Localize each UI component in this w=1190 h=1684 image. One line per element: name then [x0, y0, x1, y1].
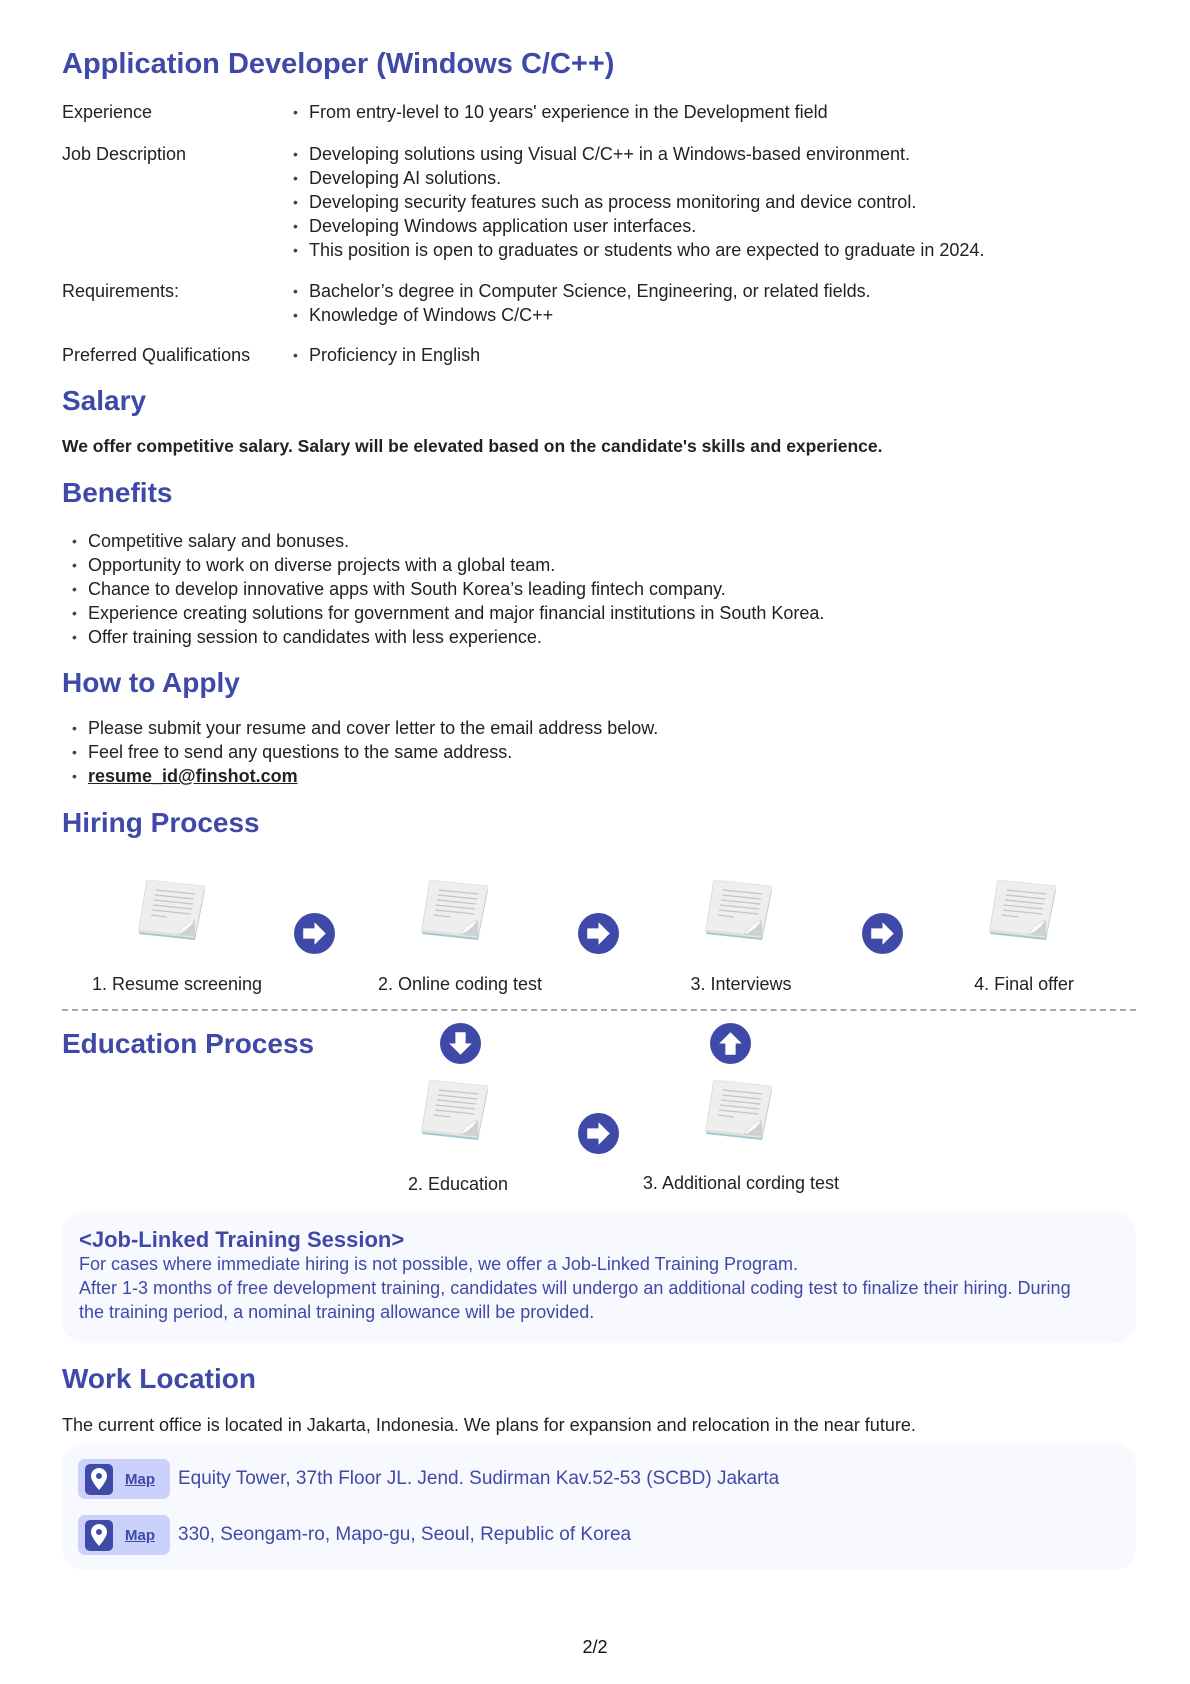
- arrow-up-circle-icon: [710, 1023, 751, 1064]
- document-icon: [704, 1080, 776, 1142]
- document-icon: [704, 880, 776, 942]
- map-chip[interactable]: [78, 1515, 170, 1555]
- arrow-down-circle-icon: [440, 1023, 481, 1064]
- salary-text: We offer competitive salary. Salary will be elevated based on the candidate's skills and experience.: [62, 436, 883, 456]
- apply-list: [72, 716, 658, 788]
- arrow-right-circle-icon: [578, 1113, 619, 1154]
- location-heading: Work Location: [62, 1363, 256, 1394]
- education-heading: Education Process: [62, 1028, 315, 1059]
- hiring-step-label: 1. Resume screening: [91, 974, 263, 994]
- list-item: • Developing security features such as process monitoring and device control.: [293, 190, 984, 214]
- detail-label-preferred: Preferred Qualifications: [62, 345, 251, 365]
- list-item: • From entry-level to 10 years' experience in the Development field: [293, 100, 828, 124]
- detail-label-requirements: Requirements:: [62, 281, 180, 301]
- list-item: [72, 764, 658, 788]
- list-item: • Competitive salary and bonuses.: [72, 529, 824, 553]
- list-item: • Opportunity to work on diverse projects with a global team.: [72, 553, 824, 577]
- document-icon: [420, 880, 492, 942]
- hiring-heading: Hiring Process: [62, 807, 260, 838]
- training-line-2: After 1-3 months of free development training, candidates will undergo an additional coding test to finalize their hiring. During the training period, a nominal training allowance will be provided.: [79, 1278, 1071, 1322]
- office-address: 330, Seongam-ro, Mapo-gu, Seoul, Republic of Korea: [178, 1524, 632, 1545]
- education-step-label: 2. Education: [407, 1174, 509, 1194]
- list-item: • Chance to develop innovative apps with South Korea’s leading fintech company.: [72, 577, 824, 601]
- benefits-list: [72, 529, 824, 649]
- list-item: • Please submit your resume and cover letter to the email address below.: [72, 716, 658, 740]
- list-item: • Feel free to send any questions to the same address.: [72, 740, 658, 764]
- document-icon: [420, 1080, 492, 1142]
- detail-list-preferred: [293, 343, 480, 367]
- map-chip[interactable]: [78, 1459, 170, 1499]
- hiring-step-label: 2. Online coding test: [377, 974, 543, 994]
- page-title: Application Developer (Windows C/C++): [62, 48, 615, 80]
- office-list-box: [62, 1443, 1136, 1570]
- hiring-step-label: 3. Interviews: [690, 974, 792, 994]
- hiring-step-label: 4. Final offer: [974, 974, 1074, 994]
- detail-list-experience: [293, 100, 828, 124]
- training-session-box: [62, 1212, 1136, 1343]
- list-item: • Developing AI solutions.: [293, 166, 984, 190]
- detail-list-job-description: [293, 142, 984, 262]
- email-link[interactable]: resume_id@finshot.com: [88, 766, 298, 786]
- salary-heading: Salary: [62, 385, 147, 416]
- page-number: 2/2: [582, 1637, 608, 1657]
- list-item: • Developing solutions using Visual C/C++ in a Windows-based environment.: [293, 142, 984, 166]
- section-divider: [62, 1009, 1136, 1011]
- list-item: • Developing Windows application user interfaces.: [293, 214, 984, 238]
- list-item: • Bachelor’s degree in Computer Science, Engineering, or related fields.: [293, 279, 871, 303]
- arrow-right-circle-icon: [294, 913, 335, 954]
- location-pin-icon: [85, 1520, 113, 1551]
- training-line-1: For cases where immediate hiring is not possible, we offer a Job-Linked Training Program.: [79, 1254, 799, 1274]
- document-icon: [137, 880, 209, 942]
- list-item: • Knowledge of Windows C/C++: [293, 303, 871, 327]
- arrow-right-circle-icon: [862, 913, 903, 954]
- list-item: • Experience creating solutions for government and major financial institutions in South Korea.: [72, 601, 824, 625]
- benefits-heading: Benefits: [62, 477, 173, 508]
- training-title: <Job-Linked Training Session>: [79, 1227, 405, 1252]
- detail-label-job-description: Job Description: [62, 144, 187, 164]
- detail-label-experience: Experience: [62, 102, 153, 122]
- map-link[interactable]: Map: [125, 1470, 155, 1488]
- office-row: [78, 1515, 631, 1555]
- detail-list-requirements: [293, 279, 871, 327]
- office-address: Equity Tower, 37th Floor JL. Jend. Sudirman Kav.52-53 (SCBD) Jakarta: [178, 1468, 780, 1489]
- list-item: • This position is open to graduates or students who are expected to graduate in 2024.: [293, 238, 984, 262]
- arrow-right-circle-icon: [578, 913, 619, 954]
- location-text: The current office is located in Jakarta, Indonesia. We plans for expansion and relocation in the near future.: [62, 1415, 916, 1435]
- education-step-label: 3. Additional cording test: [642, 1173, 840, 1193]
- list-item: • Proficiency in English: [293, 343, 480, 367]
- location-pin-icon: [85, 1464, 113, 1495]
- document-icon: [988, 880, 1060, 942]
- map-link[interactable]: Map: [125, 1526, 155, 1544]
- office-row: [78, 1459, 779, 1499]
- list-item: • Offer training session to candidates with less experience.: [72, 625, 824, 649]
- apply-heading: How to Apply: [62, 667, 240, 698]
